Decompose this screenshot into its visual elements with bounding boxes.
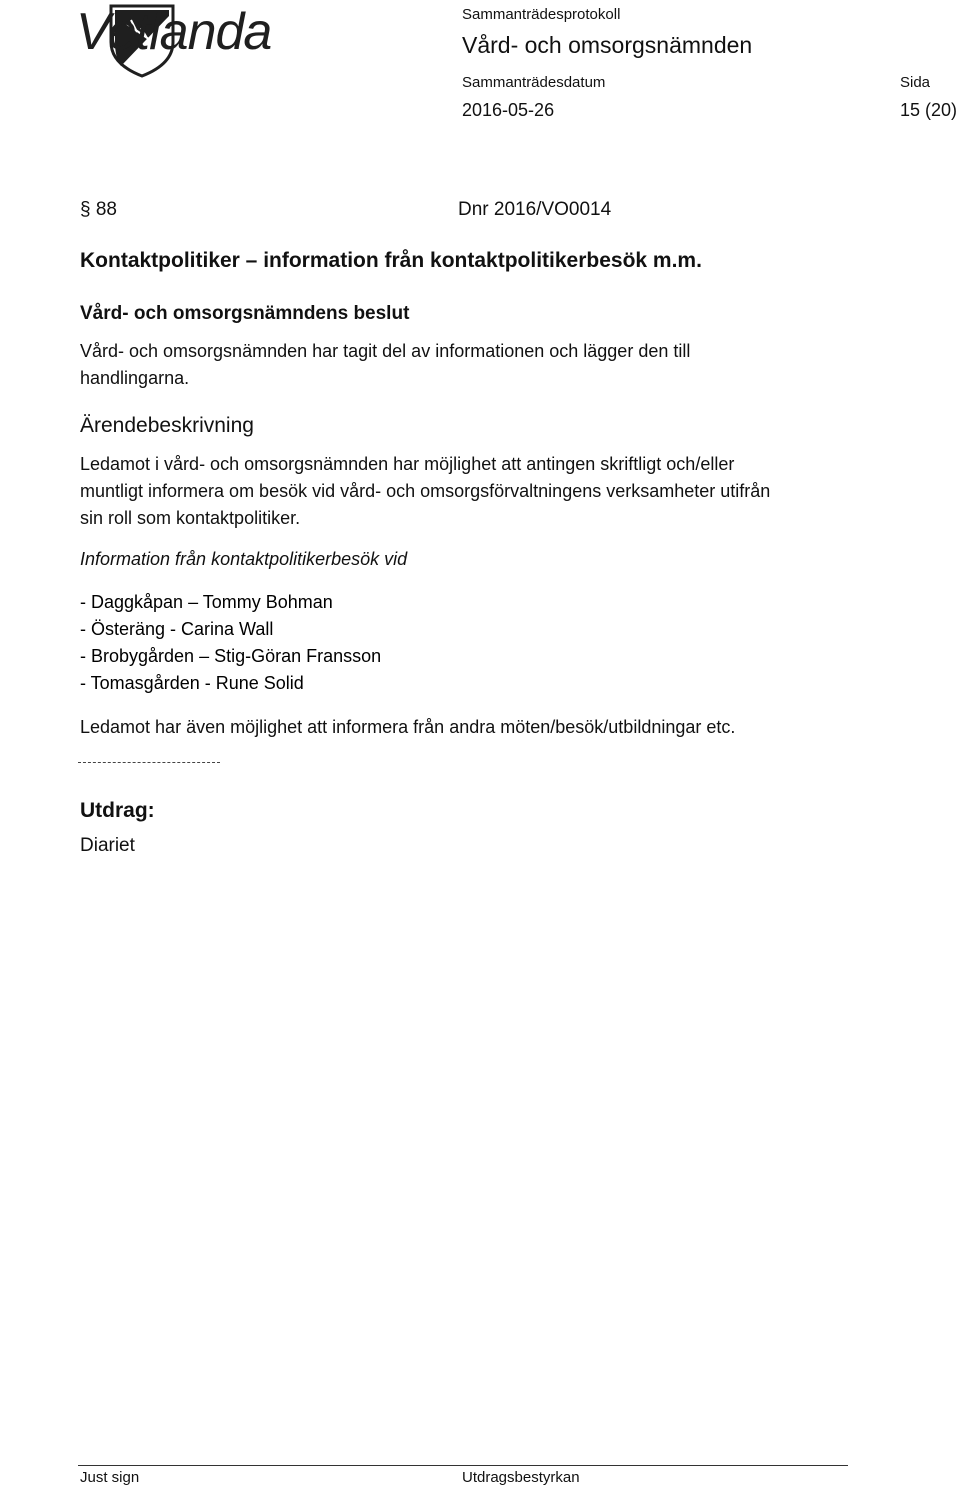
extract-heading: Utdrag:: [80, 799, 155, 822]
section-title: Kontaktpolitiker – information från kontaktpolitikerbesök m.m.: [80, 249, 702, 272]
visits-heading: Information från kontaktpolitikerbesök vid: [80, 549, 408, 569]
decision-text: [80, 338, 690, 392]
description-text: [80, 451, 770, 532]
decision-heading: Vård- och omsorgsnämndens beslut: [80, 303, 410, 324]
decision-line: Vård- och omsorgsnämnden har tagit del av informationen och lägger den till: [80, 341, 691, 361]
logo-wordmark: Vetlanda: [76, 3, 272, 61]
footer-divider: [78, 1465, 848, 1466]
meeting-date-label: Sammanträdesdatum: [462, 74, 606, 91]
closing-text: Ledamot har även möjlighet att informera från andra möten/besök/utbildningar etc.: [80, 717, 736, 737]
list-item: - Daggkåpan – Tommy Bohman: [80, 592, 333, 612]
description-line: Ledamot i vård- och omsorgsnämnden har möjlighet att antingen skriftligt och/eller: [80, 454, 735, 474]
page-number: 15 (20): [900, 100, 958, 120]
page-label: Sida: [900, 74, 931, 91]
dnr-reference: Dnr 2016/VO0014: [458, 199, 612, 220]
list-item: - Tomasgården - Rune Solid: [80, 673, 304, 693]
description-line: sin roll som kontaktpolitiker.: [80, 508, 301, 528]
divider: [78, 762, 220, 763]
protocol-label: Sammanträdesprotokoll: [462, 6, 621, 23]
list-item: - Brobygården – Stig-Göran Fransson: [80, 646, 382, 666]
paragraph-number: § 88: [80, 199, 117, 220]
extract-recipient: Diariet: [80, 835, 135, 856]
footer-certification-label: Utdragsbestyrkan: [462, 1469, 580, 1486]
meeting-date: 2016-05-26: [462, 100, 555, 120]
visits-list: [80, 589, 381, 697]
description-line: muntligt informera om besök vid vård- och omsorgsförvaltningens verksamheter utifrån: [80, 481, 771, 501]
footer-signature-label: Just sign: [80, 1469, 140, 1486]
decision-line: handlingarna.: [80, 368, 190, 388]
committee-name: Vård- och omsorgsnämnden: [462, 32, 753, 58]
list-item: - Österäng - Carina Wall: [80, 619, 274, 639]
description-heading: Ärendebeskrivning: [80, 414, 254, 437]
